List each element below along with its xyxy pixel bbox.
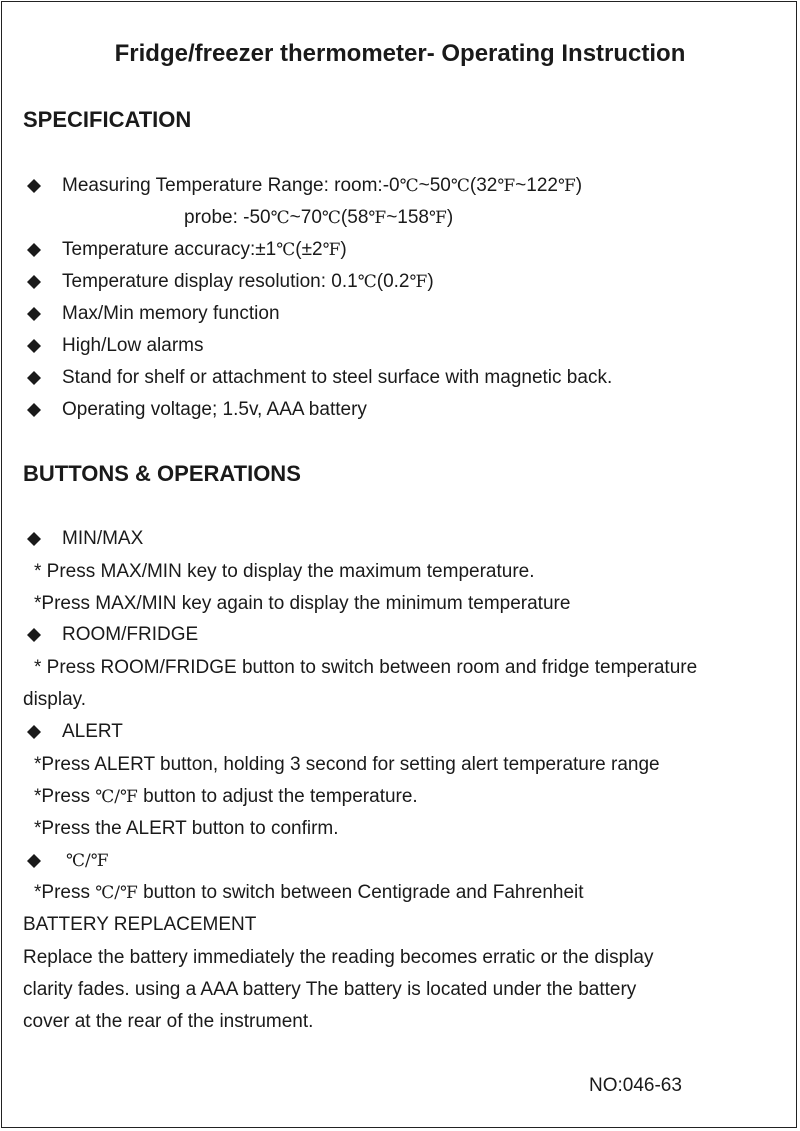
diamond-bullet-icon <box>27 307 41 321</box>
spec-accuracy: Temperature accuracy:±1℃(±2℉) <box>62 239 347 260</box>
model-number: NO:046-63 <box>589 1075 682 1096</box>
minmax-label: MIN/MAX <box>62 528 144 549</box>
alert-instruction-2: *Press ℃/℉ button to adjust the temperature. <box>34 786 418 807</box>
battery-text-1: Replace the battery immediately the reading becomes erratic or the display <box>23 947 654 968</box>
diamond-bullet-icon <box>27 243 41 257</box>
alert-instruction-1: *Press ALERT button, holding 3 second for setting alert temperature range <box>34 754 660 775</box>
battery-text-2: clarity fades. using a AAA battery The battery is located under the battery <box>23 979 637 1000</box>
roomfridge-instruction-1: * Press ROOM/FRIDGE button to switch between room and fridge temperature <box>34 657 698 678</box>
page-title: Fridge/freezer thermometer- Operating Instruction <box>114 40 686 67</box>
battery-heading: BATTERY REPLACEMENT <box>23 914 257 935</box>
diamond-bullet-icon <box>27 339 41 353</box>
minmax-instruction-1: * Press MAX/MIN key to display the maximum temperature. <box>34 561 535 582</box>
spec-range-probe: probe: -50℃~70℃(58℉~158℉) <box>184 207 454 228</box>
spec-stand: Stand for shelf or attachment to steel surface with magnetic back. <box>62 367 613 388</box>
diamond-bullet-icon <box>27 532 41 546</box>
spec-alarms: High/Low alarms <box>62 335 204 356</box>
diamond-bullet-icon <box>27 628 41 642</box>
buttons-heading: BUTTONS & OPERATIONS <box>23 461 301 486</box>
spec-resolution: Temperature display resolution: 0.1℃(0.2℉) <box>62 271 434 292</box>
unit-toggle-instruction: *Press ℃/℉ button to switch between Centigrade and Fahrenheit <box>34 882 584 903</box>
battery-text-3: cover at the rear of the instrument. <box>23 1011 314 1032</box>
diamond-bullet-icon <box>27 725 41 739</box>
diamond-bullet-icon <box>27 179 41 193</box>
roomfridge-label: ROOM/FRIDGE <box>62 624 199 645</box>
minmax-instruction-2: *Press MAX/MIN key again to display the minimum temperature <box>34 593 571 614</box>
unit-toggle-label: ℃/℉ <box>66 851 109 871</box>
diamond-bullet-icon <box>27 275 41 289</box>
diamond-bullet-icon <box>27 854 41 868</box>
spec-voltage: Operating voltage; 1.5v, AAA battery <box>62 399 367 420</box>
diamond-bullet-icon <box>27 403 41 417</box>
specification-heading: SPECIFICATION <box>23 107 192 132</box>
diamond-bullet-icon <box>27 371 41 385</box>
alert-label: ALERT <box>62 721 123 742</box>
spec-range-room: Measuring Temperature Range: room:-0℃~50℃(32℉~122℉) <box>62 175 583 196</box>
spec-memory: Max/Min memory function <box>62 303 280 324</box>
alert-instruction-3: *Press the ALERT button to confirm. <box>34 818 339 839</box>
roomfridge-instruction-2: display. <box>23 689 87 710</box>
